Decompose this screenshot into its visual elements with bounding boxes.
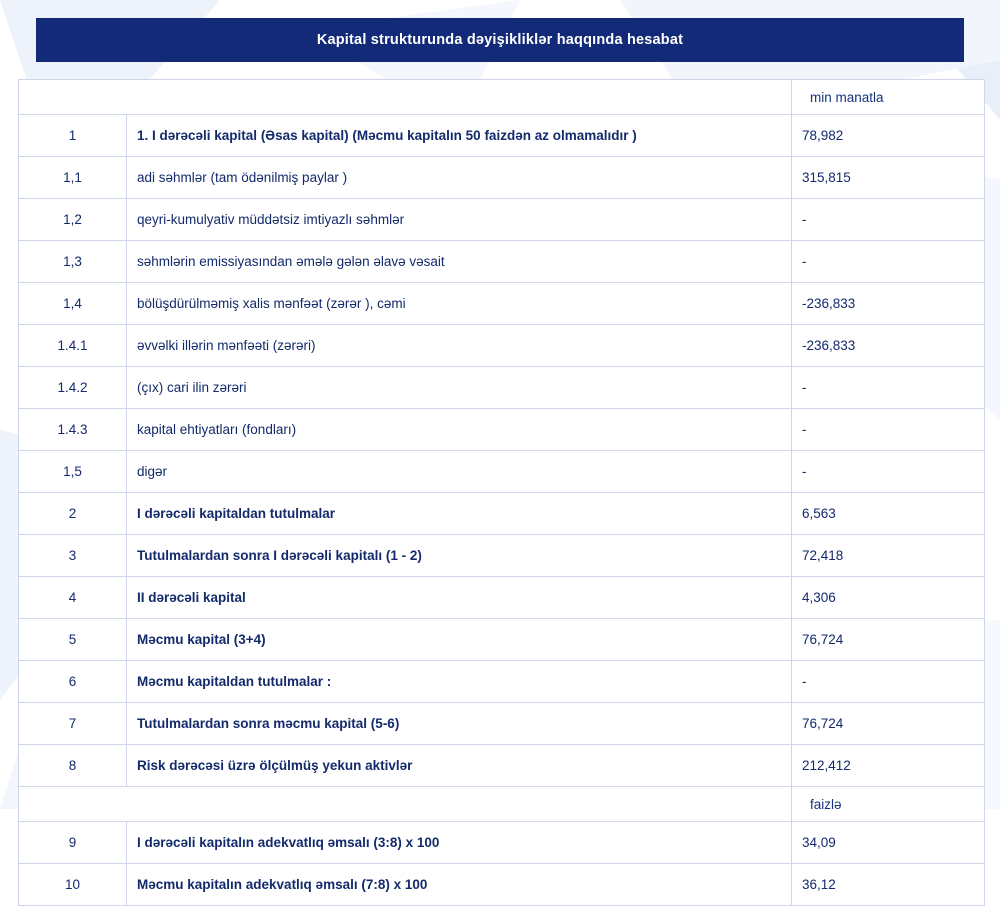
row-description: adi səhmlər (tam ödənilmiş paylar ) xyxy=(127,157,792,199)
row-number: 2 xyxy=(19,493,127,535)
unit-row-thousand-manat xyxy=(19,80,985,115)
table-row xyxy=(19,703,985,745)
row-number: 7 xyxy=(19,703,127,745)
table-row xyxy=(19,535,985,577)
row-number: 1,1 xyxy=(19,157,127,199)
unit-row-blank-desc xyxy=(127,80,792,115)
row-value: 76,724 xyxy=(792,703,985,745)
capital-structure-table xyxy=(18,79,985,906)
row-number: 1,2 xyxy=(19,199,127,241)
unit-row-blank-no xyxy=(19,80,127,115)
unit-row-percent xyxy=(19,787,985,822)
table-row xyxy=(19,199,985,241)
row-number: 10 xyxy=(19,864,127,906)
row-description: II dərəcəli kapital xyxy=(127,577,792,619)
table-row xyxy=(19,157,985,199)
row-value: 6,563 xyxy=(792,493,985,535)
table-row xyxy=(19,451,985,493)
row-value: 4,306 xyxy=(792,577,985,619)
table-row xyxy=(19,822,985,864)
table-row xyxy=(19,619,985,661)
table-row xyxy=(19,283,985,325)
row-value: - xyxy=(792,367,985,409)
row-number: 3 xyxy=(19,535,127,577)
row-number: 9 xyxy=(19,822,127,864)
row-number: 1.4.2 xyxy=(19,367,127,409)
row-value: 78,982 xyxy=(792,115,985,157)
row-value: 212,412 xyxy=(792,745,985,787)
row-number: 1 xyxy=(19,115,127,157)
report-title-text: Kapital strukturunda dəyişikliklər haqqında hesabat xyxy=(316,32,684,48)
row-number: 4 xyxy=(19,577,127,619)
row-number: 1,4 xyxy=(19,283,127,325)
row-description: qeyri-kumulyativ müddətsiz imtiyazlı səhmlər xyxy=(127,199,792,241)
row-number: 1.4.3 xyxy=(19,409,127,451)
row-number: 5 xyxy=(19,619,127,661)
row-description: Tutulmalardan sonra məcmu kapital (5-6) xyxy=(127,703,792,745)
row-value: 36,12 xyxy=(792,864,985,906)
row-number: 1,3 xyxy=(19,241,127,283)
row-description: I dərəcəli kapitaldan tutulmalar xyxy=(127,493,792,535)
row-value: -236,833 xyxy=(792,325,985,367)
row-description: digər xyxy=(127,451,792,493)
row-value: -236,833 xyxy=(792,283,985,325)
row-description: Məcmu kapitalın adekvatlıq əmsalı (7:8) x 100 xyxy=(127,864,792,906)
report-title xyxy=(36,18,964,62)
table-row xyxy=(19,745,985,787)
row-description: əvvəlki illərin mənfəəti (zərəri) xyxy=(127,325,792,367)
row-description: (çıx) cari ilin zərəri xyxy=(127,367,792,409)
row-value: - xyxy=(792,199,985,241)
table-row xyxy=(19,493,985,535)
row-description: 1. I dərəcəli kapital (Əsas kapital) (Məcmu kapitalın 50 faizdən az olmamalıdır ) xyxy=(127,115,792,157)
table-row xyxy=(19,241,985,283)
row-description: Məcmu kapital (3+4) xyxy=(127,619,792,661)
row-description: bölüşdürülməmiş xalis mənfəət (zərər ), cəmi xyxy=(127,283,792,325)
row-description: Risk dərəcəsi üzrə ölçülmüş yekun aktivlər xyxy=(127,745,792,787)
row-value: 76,724 xyxy=(792,619,985,661)
table-row xyxy=(19,661,985,703)
row-description: kapital ehtiyatları (fondları) xyxy=(127,409,792,451)
table-row xyxy=(19,325,985,367)
row-description: I dərəcəli kapitalın adekvatlıq əmsalı (3:8) x 100 xyxy=(127,822,792,864)
row-number: 8 xyxy=(19,745,127,787)
unit-label-thousand-manat: min manatla xyxy=(792,80,985,115)
unit-label-percent: faizlə xyxy=(792,787,985,822)
row-value: - xyxy=(792,409,985,451)
row-value: 315,815 xyxy=(792,157,985,199)
row-value: 34,09 xyxy=(792,822,985,864)
row-value: - xyxy=(792,241,985,283)
table-row xyxy=(19,115,985,157)
table-row xyxy=(19,577,985,619)
unit-row-blank-desc xyxy=(127,787,792,822)
row-number: 1,5 xyxy=(19,451,127,493)
unit-row-blank-no xyxy=(19,787,127,822)
row-description: səhmlərin emissiyasından əmələ gələn əlavə vəsait xyxy=(127,241,792,283)
row-number: 1.4.1 xyxy=(19,325,127,367)
row-description: Məcmu kapitaldan tutulmalar : xyxy=(127,661,792,703)
row-description: Tutulmalardan sonra I dərəcəli kapitalı (1 - 2) xyxy=(127,535,792,577)
table-row xyxy=(19,367,985,409)
table-row xyxy=(19,409,985,451)
row-value: 72,418 xyxy=(792,535,985,577)
row-value: - xyxy=(792,451,985,493)
row-value: - xyxy=(792,661,985,703)
row-number: 6 xyxy=(19,661,127,703)
table-row xyxy=(19,864,985,906)
